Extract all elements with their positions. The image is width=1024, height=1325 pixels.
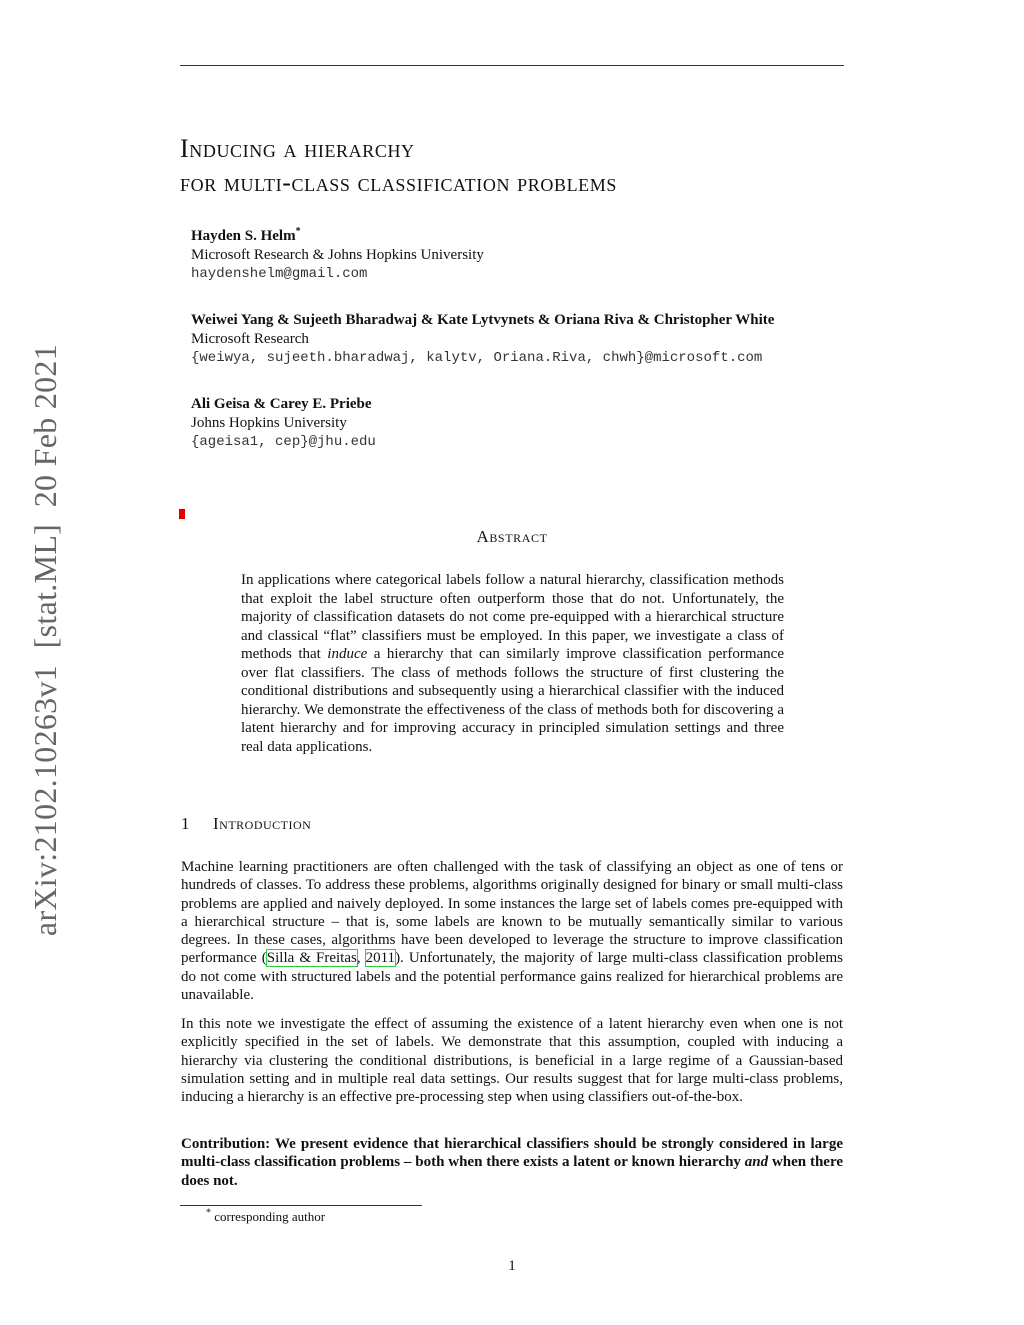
intro-paragraph-1: Machine learning practitioners are often challenged with the task of classifying an object as one of tens or hundreds of classes. To address these problems, algorithms originally designed for binary or small multi-class problems are applied and naively deployed. In some instances the large set of labels comes pre-equipped with a hierarchical structure – that is, some labels are known to be mutually semantically similar to various degrees. In these cases, algorithms have been developed to leverage the structure to improve classification performance (Silla & Freitas, 2011). Unfortunately, the majority of large multi-class classification problems do not come with structured labels and the potential performance gains realized for hierarchical problems are unavailable. xyxy=(181,859,843,1004)
citation-link[interactable]: Silla & Freitas xyxy=(266,950,357,967)
abstract-body: In applications where categorical labels follow a natural hierarchy, classification methods that exploit the label structure often outperform those that do not. Unfortunately, the majority of classification datasets do not come pre-equipped with a hierarchical structure and classical “flat” classifiers must be employed. In this paper, we investigate a class of methods that induce a hierarchy that can similarly improve classification performance over flat classifiers. The class of methods follows the structure of first clustering the conditional distributions and subsequently using a hierarchical classifier with the induced hierarchy. We demonstrate the effectiveness of the class of methods both for discovering a latent hierarchy and for improving accuracy in principled simulation settings and three real data applications. xyxy=(241,572,784,755)
author-affiliation: Microsoft Research & Johns Hopkins University xyxy=(191,247,484,263)
author-names: Hayden S. Helm* xyxy=(191,226,301,244)
footnote-marker: * xyxy=(206,1207,211,1219)
author-affiliation: Microsoft Research xyxy=(191,331,309,347)
emphasis: and xyxy=(744,1154,769,1171)
abstract-heading: Abstract xyxy=(476,527,548,546)
author-email: haydenshelm@gmail.com xyxy=(191,266,368,282)
citation-year-link[interactable]: 2011 xyxy=(365,950,396,967)
author-block-1 xyxy=(191,227,484,284)
title-line-2: for multi-class classification problems xyxy=(180,168,617,197)
title-line-1: Inducing a hierarchy xyxy=(180,134,415,163)
annotation-marker xyxy=(179,509,185,519)
top-rule xyxy=(180,65,844,66)
footnote-marker: * xyxy=(295,226,301,237)
section-number: 1 xyxy=(181,814,190,833)
intro-paragraph-2: In this note we investigate the effect of assuming the existence of a latent hierarchy even when one is not explicitly specified in the set of labels. We demonstrate that this assumption, coupled with inducing a hierarchy via clustering the conditional distributions, is beneficial in a large regime of a Gaussian-based simulation setting and in multiple real data settings. Our results suggest that for large multi-class problems, inducing a hierarchy is an effective pre-processing step when using classifiers out-of-the-box. xyxy=(181,1016,843,1106)
page-number: 1 xyxy=(508,1258,516,1274)
author-block-3 xyxy=(191,395,376,452)
section-heading-introduction xyxy=(181,814,311,834)
footnote-rule xyxy=(180,1205,422,1206)
contribution-paragraph: Contribution: We present evidence that hierarchical classifiers should be strongly considered in large multi-class classification problems – both when there exists a latent or known hierarchy and when there does not. xyxy=(181,1136,843,1189)
author-block-2 xyxy=(191,311,774,368)
footnote: * corresponding author xyxy=(206,1207,326,1224)
section-title: Introduction xyxy=(213,814,312,833)
author-affiliation: Johns Hopkins University xyxy=(191,415,347,431)
author-email: {weiwya, sujeeth.bharadwaj, kalytv, Oriana.Riva, chwh}@microsoft.com xyxy=(191,350,763,366)
author-names: Weiwei Yang & Sujeeth Bharadwaj & Kate Lytvynets & Oriana Riva & Christopher White xyxy=(191,312,775,328)
author-email: {ageisa1, cep}@jhu.edu xyxy=(191,434,376,450)
paper-title xyxy=(180,132,860,200)
emphasis: induce xyxy=(327,646,368,662)
author-names: Ali Geisa & Carey E. Priebe xyxy=(191,396,372,412)
arxiv-stamp: arXiv:2102.10263v1 [stat.ML] 20 Feb 2021 xyxy=(27,343,63,937)
